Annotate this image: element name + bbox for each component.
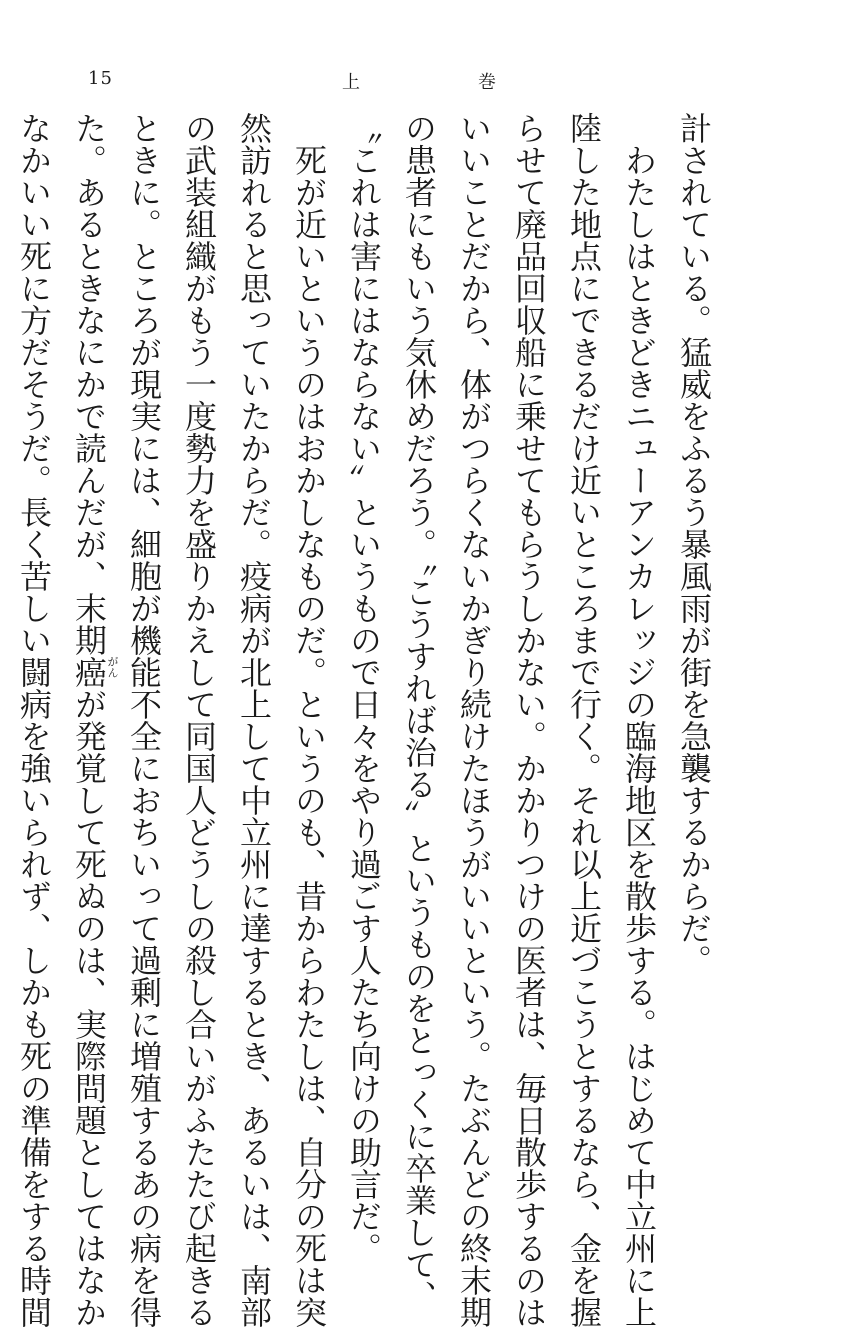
text-column: た。あるときなにかで読んだが、末期癌 がん が発覚して死ぬのは、実際問題としてはなか	[70, 112, 119, 1328]
volume-label-first: 上	[342, 72, 360, 93]
body-text	[15, 112, 721, 1328]
text-column	[0, 112, 6, 1102]
text-column: 死が近いというのはおかしなものだ。というのも、昔からわたしは、自分の死は突	[290, 144, 328, 1328]
text-column: なかいい死に方だそうだ。長く苦しい闘病を強いられず、しかも死の準備をする時間	[15, 112, 53, 1328]
text-column: 計されている。猛威をふるう暴風雨が街を急襲するからだ。	[675, 112, 713, 976]
page-number: 15	[88, 68, 113, 89]
text-column: の患者にもいう気休めだろう。〝こうすれば治る〟というものをとっくに卒業して、	[400, 112, 438, 1312]
text-column: の武装組織がもう一度勢力を盛りかえして同国人どうしの殺し合いがふたたび起きる	[180, 112, 218, 1328]
text-column: いいことだから、体がつらくないかぎり続けたほうがいいという。たぶんどの終末期	[455, 112, 493, 1328]
page-header	[0, 68, 841, 98]
ruby-annotated-char: 癌 がん	[70, 656, 119, 688]
text-column: 陸した地点にできるだけ近いところまで行く。それ以上近づこうとするなら、金を握	[565, 112, 603, 1328]
text-column: らせて廃品回収船に乗せてもらうしかない。かかりつけの医者は、毎日散歩するのは	[510, 112, 548, 1328]
text-column: 〝これは害にはならない〟というもので日々をやり過ごす人たち向けの助言だ。	[345, 112, 383, 1264]
text-column: ときに。ところが現実には、細胞が機能不全におちいって過剰に増殖するあの病を得	[125, 112, 163, 1328]
text-column: わたしはときどきニューアンカレッジの臨海地区を散歩する。はじめて中立州に上	[620, 144, 658, 1328]
text-column: 然訪れると思っていたからだ。疫病が北上して中立州に達するとき、あるいは、南部	[235, 112, 273, 1328]
volume-label-second: 巻	[478, 72, 496, 93]
ruby-reading: がん	[106, 656, 119, 678]
